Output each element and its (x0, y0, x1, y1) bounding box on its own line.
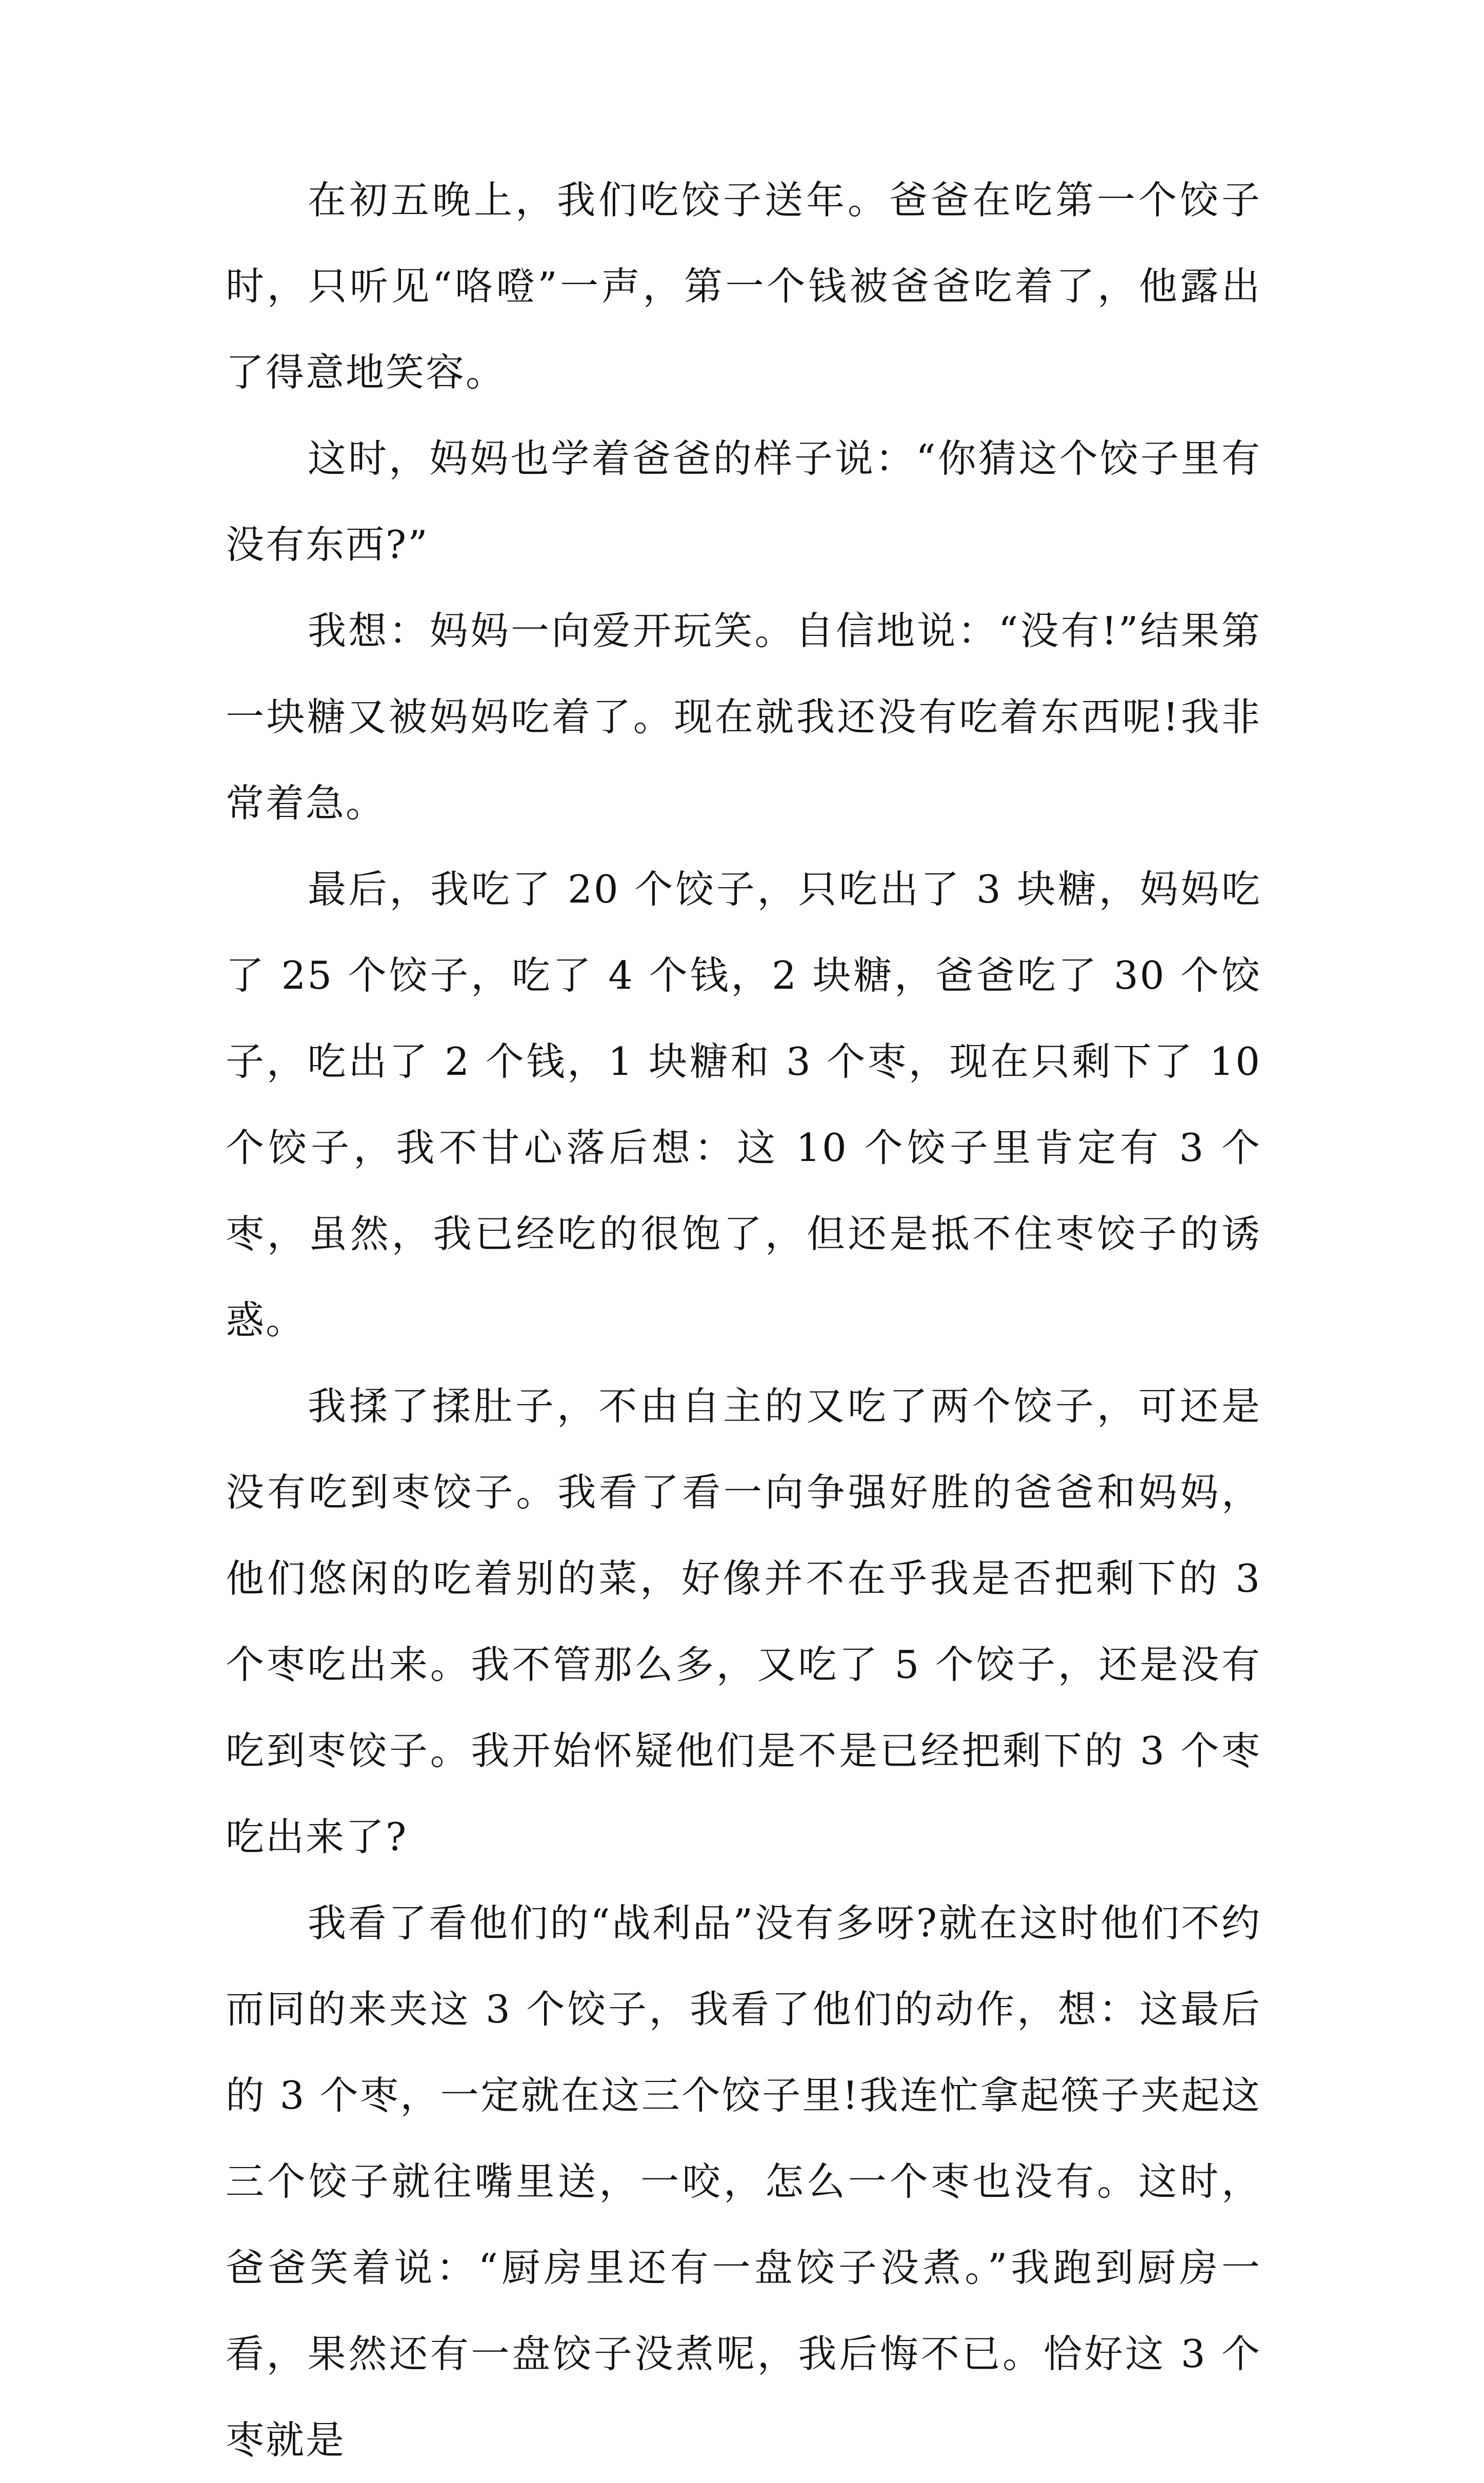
paragraph: 这时，妈妈也学着爸爸的样子说：“你猜这个饺子里有没有东西?” (226, 436, 1261, 567)
paragraph: 我想：妈妈一向爱开玩笑。自信地说：“没有!”结果第一块糖又被妈妈吃着了。现在就我还没有吃着东西呢!我非常着急。 (226, 608, 1261, 826)
paragraph: 我揉了揉肚子，不由自主的又吃了两个饺子，可还是没有吃到枣饺子。我看了看一向争强好胜的爸爸和妈妈，他们悠闲的吃着别的菜，好像并不在乎我是否把剩下的 3 个枣吃出来。我不管那么多，又吃了 5 个饺子，还是没有吃到枣饺子。我开始怀疑他们是不是已经把剩下的 3 个枣吃出来了? (226, 1384, 1261, 1859)
document-body (226, 157, 1261, 2483)
paragraph: 我看了看他们的“战利品”没有多呀?就在这时他们不约而同的来夹这 3 个饺子，我看了他们的动作，想：这最后的 3 个枣，一定就在这三个饺子里!我连忙拿起筷子夹起这三个饺子就往嘴里送，一咬，怎么一个枣也没有。这时，爸爸笑着说：“厨房里还有一盘饺子没煮。”我跑到厨房一看，果然还有一盘饺子没煮呢，我后悔不已。恰好这 3 个枣就是 (226, 1900, 1261, 2462)
paragraph: 在初五晚上，我们吃饺子送年。爸爸在吃第一个饺子时，只听见“咯噔”一声，第一个钱被爸爸吃着了，他露出了得意地笑容。 (226, 177, 1261, 395)
paragraph: 最后，我吃了 20 个饺子，只吃出了 3 块糖，妈妈吃了 25 个饺子，吃了 4 个钱，2 块糖，爸爸吃了 30 个饺子，吃出了 2 个钱，1 块糖和 3 个枣，现在只剩下了 10 个饺子，我不甘心落后想：这 10 个饺子里肯定有 3 个枣，虽然，我已经吃的很饱了，但还是抵不住枣饺子的诱惑。 (226, 867, 1261, 1343)
